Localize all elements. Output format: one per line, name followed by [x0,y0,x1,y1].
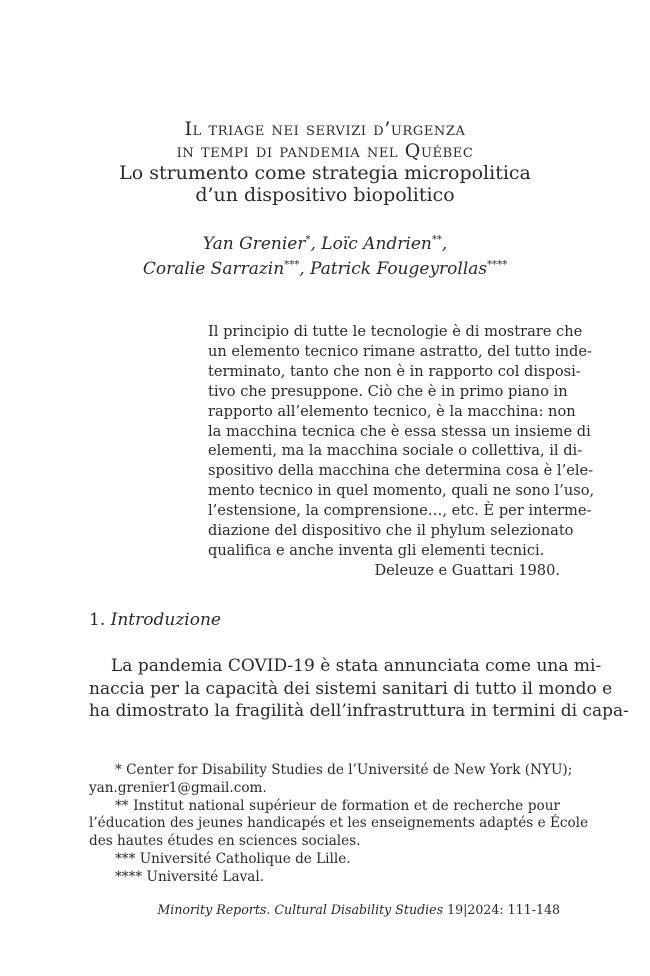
subtitle-line-2: d’un dispositivo biopolitico [195,184,455,206]
journal-name: Minority Reports. Cultural Disability Studies [157,902,444,917]
section-number: 1. [89,610,106,630]
journal-citation-footer [89,902,560,917]
section-title: Introduzione [110,610,221,630]
author-line-2 [0,257,650,282]
epigraph-line: rapporto all’elemento tecnico, è la macchina: non [208,402,576,420]
footnote-line: yan.grenier1@gmail.com. [89,779,267,796]
body-line: La pandemia COVID-19 è stata annunciata come una mi- [111,656,602,676]
footnote-line: ** Institut national supérieur de formation et de recherche pour [115,797,560,814]
footnotes [89,762,589,887]
author-affiliation-mark: **** [487,259,508,271]
footnote-line: * Center for Disability Studies de l’Université de New York (NYU); [115,762,573,778]
epigraph-line: Il principio di tutte le tecnologie è di mostrare che [208,323,583,340]
author-list [0,232,650,282]
title-line-1: Il triage nei servizi d’urgenza [184,118,466,140]
footnote-line: *** Université Catholique de Lille. [115,850,351,867]
epigraph-quote [208,322,595,581]
epigraph-line: elementi, ma la macchina sociale o collettiva, il di- [208,442,583,460]
body-line: ha dimostrato la fragilità dell’infrastruttura in termini di capa- [89,701,629,721]
body-line: naccia per la capacità dei sistemi sanitari di tutto il mondo e [89,678,613,699]
footnote-line: **** Université Laval. [115,868,265,885]
author-name: Loïc Andrien [321,234,432,254]
author-affiliation-mark: *** [284,259,300,271]
epigraph-line: mento tecnico in quel momento, quali ne sono l’uso, [208,482,595,500]
author-affiliation-mark: * [305,234,311,246]
footnote-line: l’éducation des jeunes handicapés et les enseignements adaptés e École [89,815,589,832]
author-separator: , [441,234,448,254]
title-line-2: in tempi di pandemia nel Québec [176,140,474,162]
epigraph-line: la macchina tecnica che è essa stessa un insieme di [208,422,591,440]
section-heading [89,610,221,630]
epigraph-line: spositivo della macchina che determina cosa è l’ele- [208,462,594,480]
subtitle-line-1: Lo strumento come strategia micropolitica [119,162,531,184]
epigraph-line: l’estensione, la comprensione…, etc. È per interme- [208,502,592,520]
epigraph-line: tivo che presuppone. Ciò che è in primo piano in [208,382,568,400]
epigraph-attribution: Deleuze e Guattari 1980. [374,561,560,579]
author-line-1 [0,232,650,257]
epigraph-line: terminato, tanto che non è in rapporto col disposi- [208,362,581,380]
author-name: Coralie Sarrazin [142,259,285,279]
body-paragraph [89,655,629,723]
footnote-line: des hautes études en sciences sociales. [89,833,361,850]
author-separator: , [299,259,311,279]
author-name: Patrick Fougeyrollas [310,259,488,279]
epigraph-line: qualifica e anche inventa gli elementi tecnici. [208,541,545,559]
article-title [0,118,650,206]
epigraph-line: diazione del dispositivo che il phylum selezionato [208,522,574,540]
journal-issue-pages: 19|2024: 111-148 [443,902,560,917]
author-separator: , [310,234,322,254]
author-affiliation-mark: ** [431,234,442,246]
epigraph-line: un elemento tecnico rimane astratto, del tutto inde- [208,342,592,360]
author-name: Yan Grenier [202,234,306,254]
